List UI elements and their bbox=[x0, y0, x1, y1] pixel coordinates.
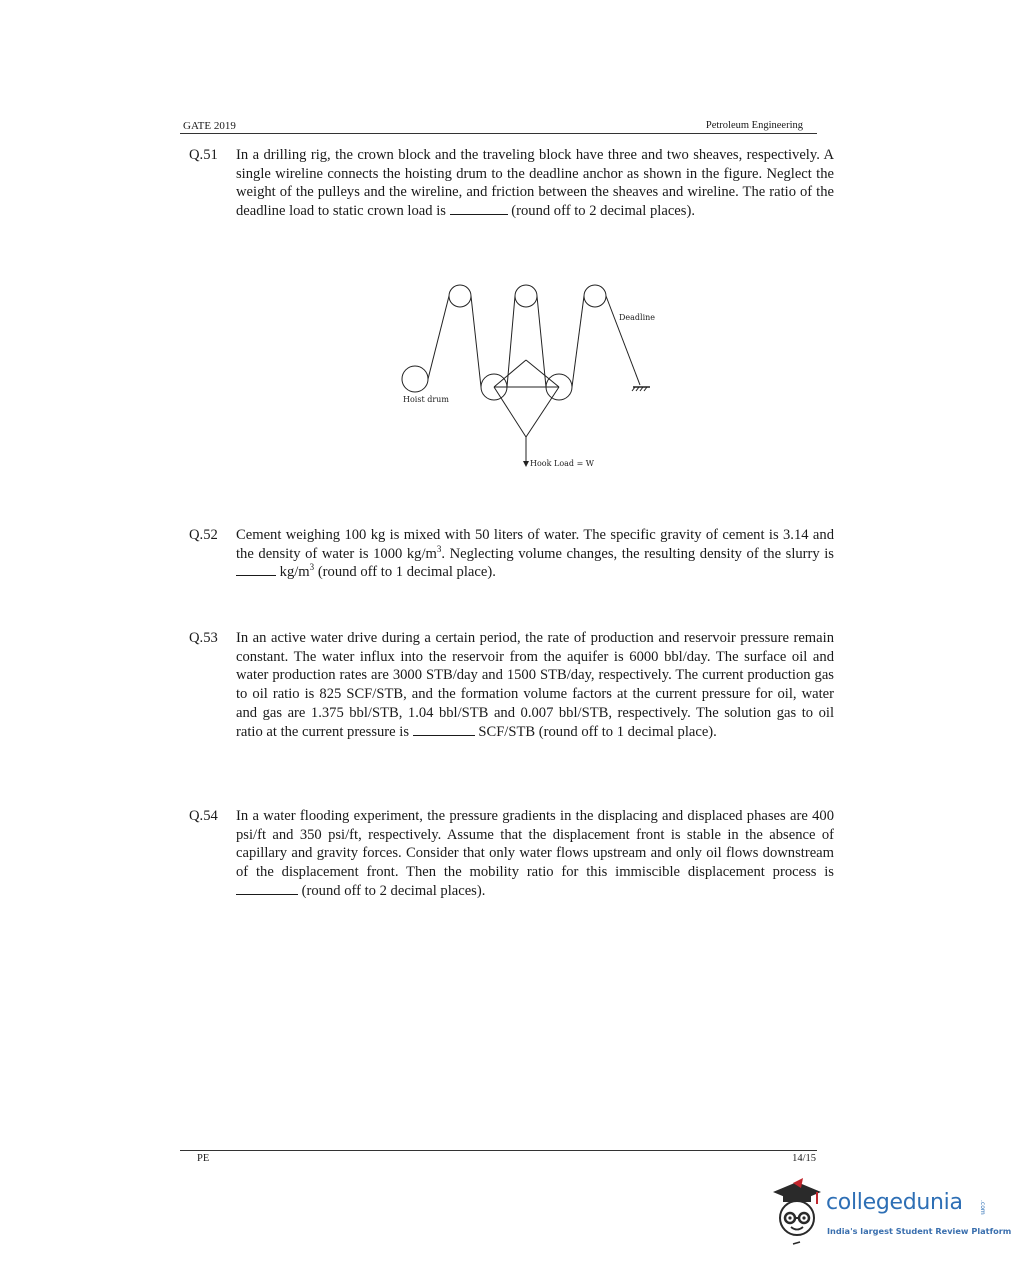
mascot-icon bbox=[765, 1178, 825, 1253]
answer-blank bbox=[236, 882, 298, 895]
hoist-drum-label: Hoist drum bbox=[403, 395, 449, 404]
header-subject: Petroleum Engineering bbox=[705, 120, 803, 131]
question-54 bbox=[189, 807, 834, 901]
question-number: Q.51 bbox=[189, 147, 218, 163]
deadline-label: Deadline bbox=[619, 313, 656, 322]
logo-tagline: India's largest Student Review Platform bbox=[827, 1226, 1012, 1236]
logo-wordmark: collegedunia bbox=[826, 1190, 963, 1215]
answer-blank bbox=[450, 202, 508, 215]
question-52 bbox=[189, 526, 834, 582]
question-number: Q.52 bbox=[189, 527, 218, 543]
footer-paper-code: PE bbox=[197, 1153, 210, 1164]
question-51 bbox=[189, 146, 834, 221]
pulley-rig-diagram bbox=[390, 275, 670, 475]
question-number: Q.53 bbox=[189, 630, 218, 646]
crown-sheave-3 bbox=[584, 285, 606, 307]
question-text: In an active water drive during a certain period, the rate of production and reservoir pressure remain constant. The water influx into the reservoir from the aquifer is 6000 bbl/day. The surface oil and water production rates are 3000 STB/day and 1500 STB/day, respectively. The current production gas to oil ratio is 825 SCF/STB, and the formation volume factors at the current pressure for oil, water and gas are 1.375 bbl/STB, 1.04 bbl/STB and 0.007 bbl/STB, respectively. The solution gas to oil ratio at the current pressure is SCF/STB (round off to 1 decimal place). bbox=[236, 630, 834, 740]
question-53 bbox=[189, 629, 834, 741]
header-divider bbox=[180, 133, 817, 134]
question-text: Cement weighing 100 kg is mixed with 50 liters of water. The specific gravity of cement is 3.14 and the density of water is 1000 $kg/m^3$. Neglecting volume changes, the resulting density of the slurry is $kg/m^3$ (round off to 1 decimal place). bbox=[236, 527, 834, 581]
question-text: In a water flooding experiment, the pressure gradients in the displacing and displaced phases are 400 psi/ft and 350 psi/ft, respectively. Assume that the displacement front is stable in the absence of capillary and gravity forces. Consider that only water flows upstream and only oil flows downstream of the displacement front. Then the mobility ratio for this immiscible displacement process is (round off to 2 decimal places). bbox=[236, 808, 834, 899]
answer-blank bbox=[413, 723, 475, 736]
crown-sheave-1 bbox=[449, 285, 471, 307]
header-exam-title: GATE 2019 bbox=[183, 120, 236, 132]
question-number: Q.54 bbox=[189, 808, 218, 824]
crown-sheave-2 bbox=[515, 285, 537, 307]
answer-blank bbox=[236, 563, 276, 576]
hook-arrow bbox=[523, 461, 529, 467]
footer-page-number: 14/15 bbox=[792, 1153, 816, 1164]
question-text: In a drilling rig, the crown block and the traveling block have three and two sheaves, respectively. A single wireline connects the hoisting drum to the deadline anchor as shown in the figure. Neglect the weight of the pulleys and the wireline, and friction between the sheaves and wireline. The ratio of the deadline load to static crown load is (round off to 2 decimal places). bbox=[236, 147, 834, 220]
hook-load-label: Hook Load = W bbox=[530, 459, 595, 468]
footer-divider bbox=[180, 1150, 817, 1151]
hoist-drum-circle bbox=[402, 366, 428, 392]
logo-domain-suffix: .com bbox=[979, 1200, 986, 1215]
collegedunia-logo bbox=[765, 1178, 1012, 1253]
